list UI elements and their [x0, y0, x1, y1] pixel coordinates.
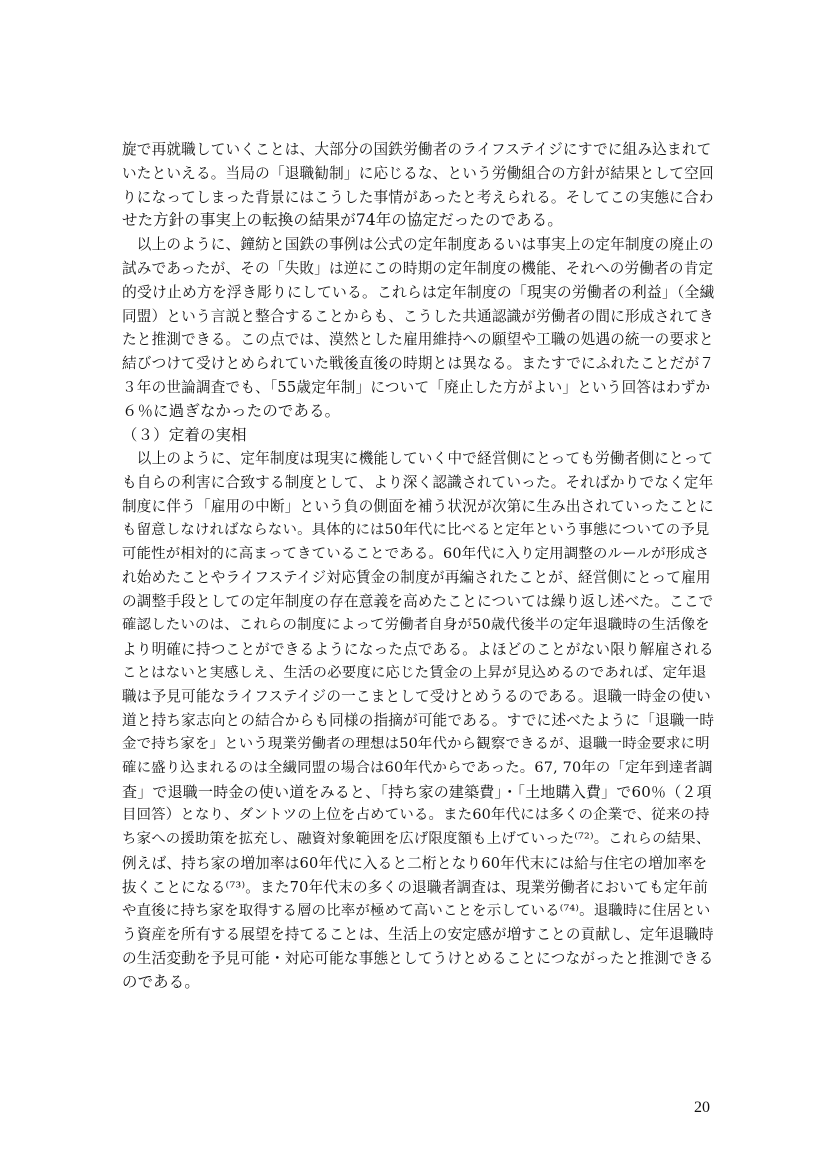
text-line: 以上のように、鐘紡と国鉄の事例は公式の定年制度あるいは事実上の定年制度の廃止の — [122, 236, 714, 254]
page-number: 20 — [694, 1099, 710, 1116]
text-line: 的受け止め方を浮き彫りにしている。これらは定年制度の「現実の労働者の利益」（全繊 — [122, 283, 715, 301]
text-line: ３年の世論調査でも、「55歳定年制」について「廃止した方がよい」という回答はわずか — [122, 378, 711, 396]
text-line: 確認したいのは、これらの制度によって労働者自身が50歳代後半の定年退職時の生活像を — [122, 616, 710, 633]
text-line: りになってしまった背景にはこうした事情があったと考えられる。そしてこの実態に合わ — [122, 188, 714, 206]
text-line: 同盟）という言説と整合することからも、こうした共通認識が労働者の間に形成されてき — [122, 307, 714, 325]
text-line: も留意しなければならない。具体的には50年代に比べると定年という事態についての予見 — [122, 521, 710, 538]
text-line: ち家への援助策を拡充し、融資対象範囲を広げ限度額も上げていった⁽⁷²⁾。これらの結果、 — [122, 831, 711, 848]
text-line: 試みであったが、その「失敗」は逆にこの時期の定年制度の機能、それへの労働者の肯定 — [122, 259, 714, 277]
text-line: 例えば、持ち家の増加率は60年代に入ると二桁となり60年代末には給与住宅の増加率を — [122, 854, 708, 872]
text-line: （３）定着の実相 — [122, 425, 247, 444]
body-text — [122, 138, 714, 995]
text-line: の生活変動を予見可能・対応可能な事態としてうけとめることにつながったと推測できる — [122, 950, 714, 968]
text-line: 職は予見可能なライフステイジの一こまとして受けとめうるのである。退職一時金の使い — [122, 688, 711, 706]
text-line: せた方針の事実上の転換の結果が74年の協定だったのである。 — [122, 211, 563, 230]
text-line: れ始めたことやライフステイジ対応賃金の制度が再編されたことが、経営側にとって雇用 — [122, 569, 711, 587]
text-line: 金で持ち家を」という現業労働者の理想は50年代から観察できるが、退職一時金要求に明 — [122, 735, 710, 752]
text-line: より明確に持つことができるようになった点である。よほどのことがない限り解雇される — [122, 640, 714, 658]
text-line: や直後に持ち家を取得する層の比率が極めて高いことを示している⁽⁷⁴⁾。退職時に住居とい — [122, 902, 711, 919]
text-line: 目回答）となり、ダントツの上位を占めている。また60年代には多くの企業で、従来の持 — [122, 807, 710, 824]
text-line: う資産を所有する展望を持てることは、生活上の安定感が増すことの貢献し、定年退職時 — [122, 926, 714, 944]
text-line: 以上のように、定年制度は現実に機能していく中で経営側にとっても労働者側にとって — [122, 450, 714, 468]
text-line: も自らの利害に合致する制度として、より深く認識されていった。そればかりでなく定年 — [122, 474, 714, 492]
text-line: のである。 — [122, 972, 200, 991]
text-line: ６％に過ぎなかったのである。 — [122, 401, 341, 420]
text-line: 道と持ち家志向との結合からも同様の指摘が可能である。すでに述べたように「退職一時 — [122, 712, 715, 730]
text-line: 抜くことになる⁽⁷³⁾。また70年代末の多くの退職者調査は、現業労働者においても定年前 — [122, 878, 709, 896]
text-line: いたといえる。当局の「退職勧制」に応じるな、という労働組合の方針が結果として空回 — [122, 164, 714, 182]
text-line: 旋で再就職していくことは、大部分の国鉄労働者のライフステイジにすでに組み込まれて — [122, 141, 712, 158]
text-line: 査」で退職一時金の使い道をみると、「持ち家の建築費」・「土地購入費」で60％（２項 — [122, 782, 712, 801]
text-line: 制度に伴う「雇用の中断」という負の側面を補う状況が次第に生み出されていったことに — [122, 497, 714, 515]
text-line: の調整手段としての定年制度の存在意義を高めたことについては繰り返し述べた。ここで — [122, 593, 714, 611]
text-line: 確に盛り込まれるのは全繊同盟の場合は60年代からであった。67, 70年の「定年到達者調 — [122, 759, 713, 776]
text-line: 可能性が相対的に高まってきていることである。60年代に入り定用調整のルールが形成さ — [122, 545, 710, 562]
text-line: 結びつけて受けとめられていた戦後直後の時期とは異なる。またすでにふれたことだが７ — [122, 355, 715, 373]
text-line: たと推測できる。この点では、漠然とした雇用維持への願望や工職の処遇の統一の要求と — [122, 331, 714, 349]
text-line: ことはないと実感しえ、生活の必要度に応じた賃金の上昇が見込めるのであれば、定年退 — [122, 664, 707, 681]
